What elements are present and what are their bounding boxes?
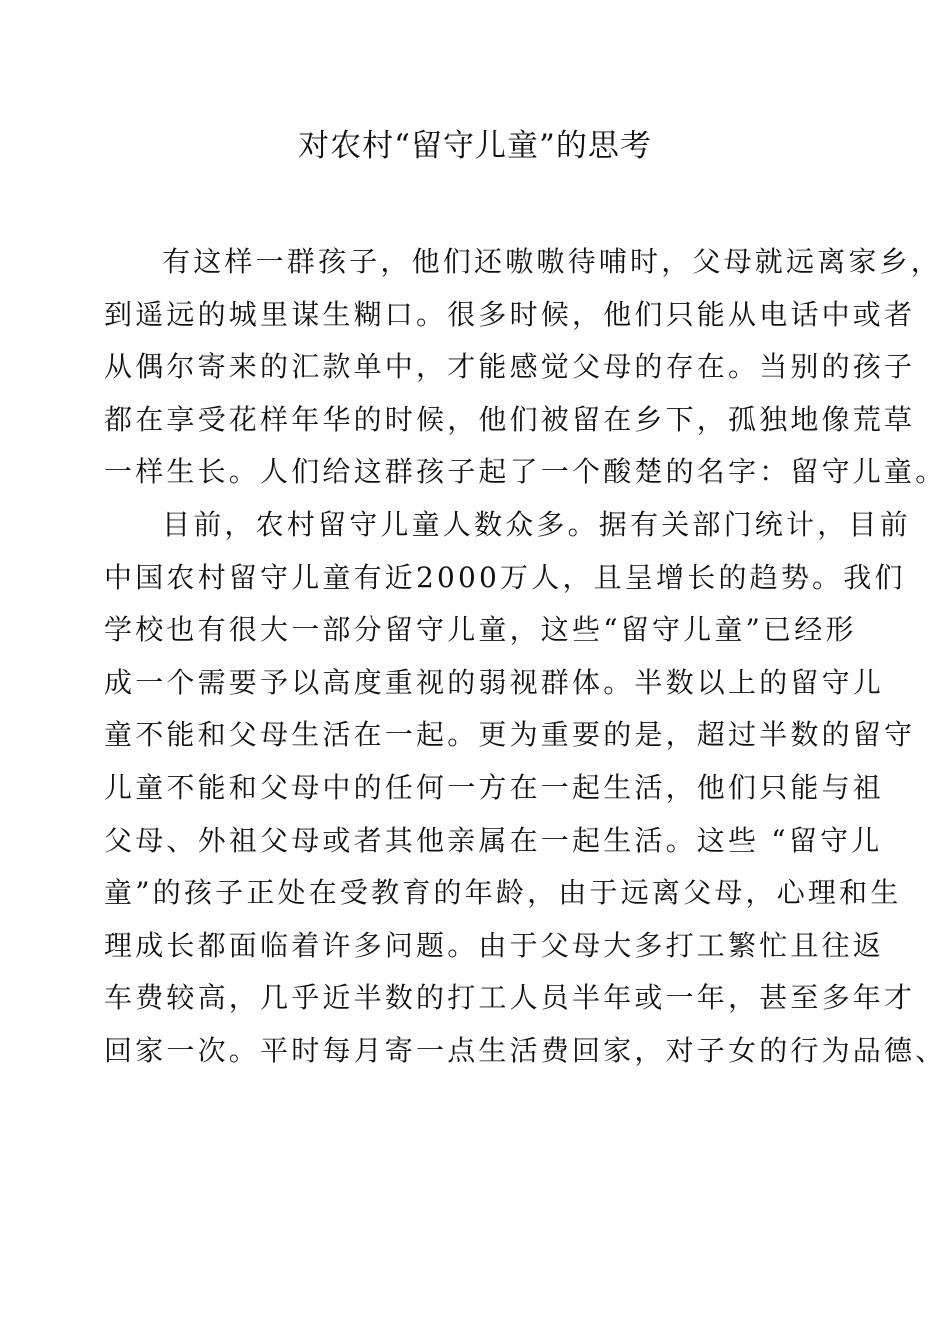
paragraph-line: 从偶尔寄来的汇款单中，才能感觉父母的存在。当别的孩子 xyxy=(104,350,916,384)
paragraph-line: 童不能和父母生活在一起。更为重要的是，超过半数的留守 xyxy=(104,718,916,752)
paragraph-line: 回家一次。平时每月寄一点生活费回家，对子女的行为品德、 xyxy=(104,1033,947,1067)
paragraph-line: 目前，农村留守儿童人数众多。据有关部门统计，目前 xyxy=(162,507,911,541)
paragraph-line: 成一个需要予以高度重视的弱视群体。半数以上的留守儿 xyxy=(104,665,885,699)
paragraph-line: 都在享受花样年华的时候，他们被留在乡下，孤独地像荒草 xyxy=(104,402,916,436)
paragraph-line: 到遥远的城里谋生糊口。很多时候，他们只能从电话中或者 xyxy=(104,297,916,331)
paragraph-line: 父母、外祖父母或者其他亲属在一起生活。这些 “留守儿 xyxy=(104,823,883,857)
document-body xyxy=(104,236,947,1078)
paragraph-line: 有这样一群孩子，他们还嗷嗷待哺时，父母就远离家乡， xyxy=(162,245,943,278)
paragraph-line: 儿童不能和父母中的任何一方在一起生活，他们只能与祖 xyxy=(104,770,885,804)
paragraph-line: 一样生长。人们给这群孩子起了一个酸楚的名字：留守儿童。 xyxy=(104,455,947,489)
paragraph-line: 车费较高，几乎近半数的打工人员半年或一年，甚至多年才 xyxy=(104,981,916,1015)
paragraph-line: 学校也有很大一部分留守儿童，这些“留守儿童”已经形 xyxy=(104,613,857,647)
paragraph-line: 中国农村留守儿童有近2000万人，且呈增长的趋势。我们 xyxy=(104,560,906,594)
paragraph-line: 童”的孩子正处在受教育的年龄，由于远离父母，心理和生 xyxy=(104,876,902,910)
document-title: 对农村“留守儿童”的思考 xyxy=(298,128,652,164)
paragraph-line: 理成长都面临着许多问题。由于父母大多打工繁忙且往返 xyxy=(104,928,885,962)
